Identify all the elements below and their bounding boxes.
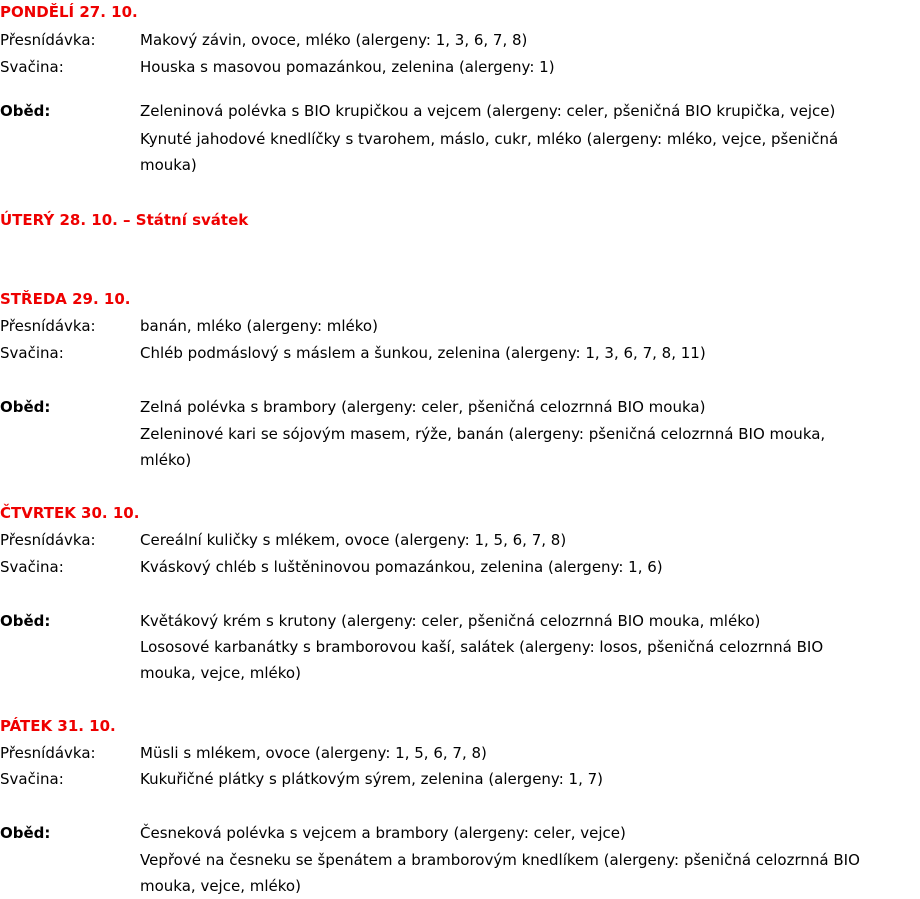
snack-value: Houska s masovou pomazánkou, zelenina (alergeny: 1)	[140, 58, 555, 76]
breakfast-label: Přesnídávka:	[0, 31, 96, 49]
lunch-main-cont: mléko)	[140, 451, 192, 469]
breakfast-label: Přesnídávka:	[0, 531, 96, 549]
breakfast-value: Cereální kuličky s mlékem, ovoce (alergeny: 1, 5, 6, 7, 8)	[140, 531, 567, 549]
lunch-main: Vepřové na česneku se špenátem a bramborovým knedlíkem (alergeny: pšeničná celozrnná BIO	[140, 851, 860, 869]
lunch-main-cont: mouka, vejce, mléko)	[140, 664, 301, 682]
snack-label: Svačina:	[0, 58, 64, 76]
lunch-main: Kynuté jahodové knedlíčky s tvarohem, máslo, cukr, mléko (alergeny: mléko, vejce, pšeničná	[140, 130, 839, 148]
breakfast-value: Müsli s mlékem, ovoce (alergeny: 1, 5, 6, 7, 8)	[140, 744, 487, 762]
lunch-soup: Květákový krém s krutony (alergeny: celer, pšeničná celozrnná BIO mouka, mléko)	[140, 612, 761, 630]
snack-value: Kukuřičné plátky s plátkovým sýrem, zelenina (alergeny: 1, 7)	[140, 770, 604, 788]
lunch-main: Lososové karbanátky s bramborovou kaší, salátek (alergeny: losos, pšeničná celozrnná BIO	[140, 638, 824, 656]
lunch-label: Oběd:	[0, 612, 51, 630]
day-heading-thursday: ČTVRTEK 30. 10.	[0, 504, 140, 522]
lunch-label: Oběd:	[0, 824, 51, 842]
day-heading-monday: PONDĚLÍ 27. 10.	[0, 3, 138, 21]
snack-label: Svačina:	[0, 770, 64, 788]
breakfast-value: banán, mléko (alergeny: mléko)	[140, 317, 378, 335]
lunch-label: Oběd:	[0, 102, 51, 120]
day-heading-tuesday: ÚTERÝ 28. 10. – Státní svátek	[0, 211, 249, 229]
snack-label: Svačina:	[0, 558, 64, 576]
lunch-label: Oběd:	[0, 398, 51, 416]
day-heading-wednesday: STŘEDA 29. 10.	[0, 290, 131, 308]
lunch-main-cont: mouka)	[140, 156, 197, 174]
snack-label: Svačina:	[0, 344, 64, 362]
breakfast-label: Přesnídávka:	[0, 317, 96, 335]
lunch-soup: Zelná polévka s brambory (alergeny: celer, pšeničná celozrnná BIO mouka)	[140, 398, 706, 416]
breakfast-value: Makový závin, ovoce, mléko (alergeny: 1, 3, 6, 7, 8)	[140, 31, 528, 49]
snack-value: Kváskový chléb s luštěninovou pomazánkou, zelenina (alergeny: 1, 6)	[140, 558, 663, 576]
breakfast-label: Přesnídávka:	[0, 744, 96, 762]
lunch-soup: Česneková polévka s vejcem a brambory (alergeny: celer, vejce)	[140, 824, 626, 842]
lunch-main-cont: mouka, vejce, mléko)	[140, 877, 301, 895]
day-heading-friday: PÁTEK 31. 10.	[0, 717, 116, 735]
lunch-main: Zeleninové kari se sójovým masem, rýže, banán (alergeny: pšeničná celozrnná BIO mouka,	[140, 425, 826, 443]
snack-value: Chléb podmáslový s máslem a šunkou, zelenina (alergeny: 1, 3, 6, 7, 8, 11)	[140, 344, 706, 362]
lunch-soup: Zeleninová polévka s BIO krupičkou a vejcem (alergeny: celer, pšeničná BIO krupička, vejce)	[140, 102, 836, 120]
